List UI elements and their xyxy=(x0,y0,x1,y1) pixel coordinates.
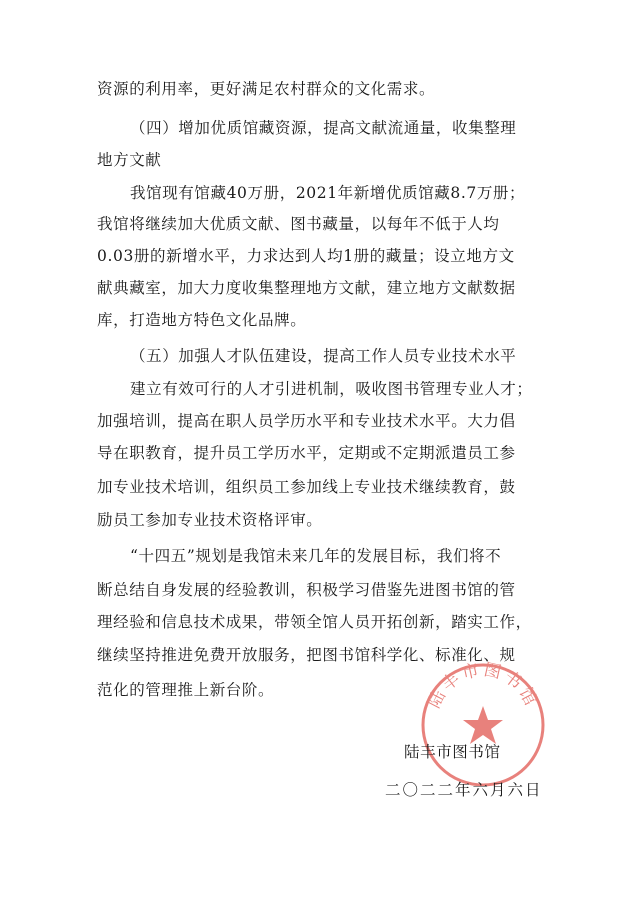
paragraph-line: 建立有效可行的人才引进机制，吸收图书管理专业人才； xyxy=(130,380,533,398)
seal-arc-text: 陆丰市图书馆 xyxy=(424,660,542,712)
section-heading-line: 地方文献 xyxy=(97,151,162,169)
paragraph-line: “十四五”规划是我馆未来几年的发展目标，我们将不 xyxy=(130,547,502,565)
signature-date: 二〇二二年六月六日 xyxy=(385,781,543,799)
paragraph-line: 断总结自身发展的经验教训，积极学习借鉴先进图书馆的管 xyxy=(97,581,516,599)
paragraph-line: 继续坚持推进免费开放服务，把图书馆科学化、标准化、规 xyxy=(97,646,516,664)
official-seal-stamp xyxy=(418,660,548,790)
paragraph-line: 我馆将继续加大优质文献、图书藏量，以每年不低于人均 xyxy=(97,215,500,233)
svg-text:陆丰市图书馆 xyxy=(423,660,541,712)
section-heading-line: （四）增加优质馆藏资源，提高文献流通量，收集整理 xyxy=(130,119,517,137)
paragraph-line: 0.03册的新增水平，力求达到人均1册的藏量；设立地方文 xyxy=(97,247,515,265)
signature-organization: 陆丰市图书馆 xyxy=(404,743,501,761)
paragraph-line: 理经验和信息技术成果，带领全馆人员开拓创新，踏实工作， xyxy=(97,613,532,631)
paragraph-line: 励员工参加专业技术资格评审。 xyxy=(97,511,323,529)
paragraph-line: 资源的利用率，更好满足农村群众的文化需求。 xyxy=(97,80,436,98)
paragraph-line: 加强培训，提高在职人员学历水平和专业技术水平。大力倡 xyxy=(97,412,516,430)
paragraph-line: 范化的管理推上新台阶。 xyxy=(97,681,275,699)
seal-star-icon xyxy=(463,706,503,744)
paragraph-line: 导在职教育，提升员工学历水平，定期或不定期派遣员工参 xyxy=(97,444,516,462)
paragraph-line: 献典藏室，加大力度收集整理地方文献，建立地方文献数据 xyxy=(97,279,516,297)
section-heading-line: （五）加强人才队伍建设，提高工作人员专业技术水平 xyxy=(130,347,517,365)
paragraph-line: 库，打造地方特色文化品牌。 xyxy=(97,311,307,329)
paragraph-line: 我馆现有馆藏40万册，2021年新增优质馆藏8.7万册； xyxy=(130,184,526,202)
paragraph-line: 加专业技术培训，组织员工参加线上专业技术继续教育，鼓 xyxy=(97,478,516,496)
